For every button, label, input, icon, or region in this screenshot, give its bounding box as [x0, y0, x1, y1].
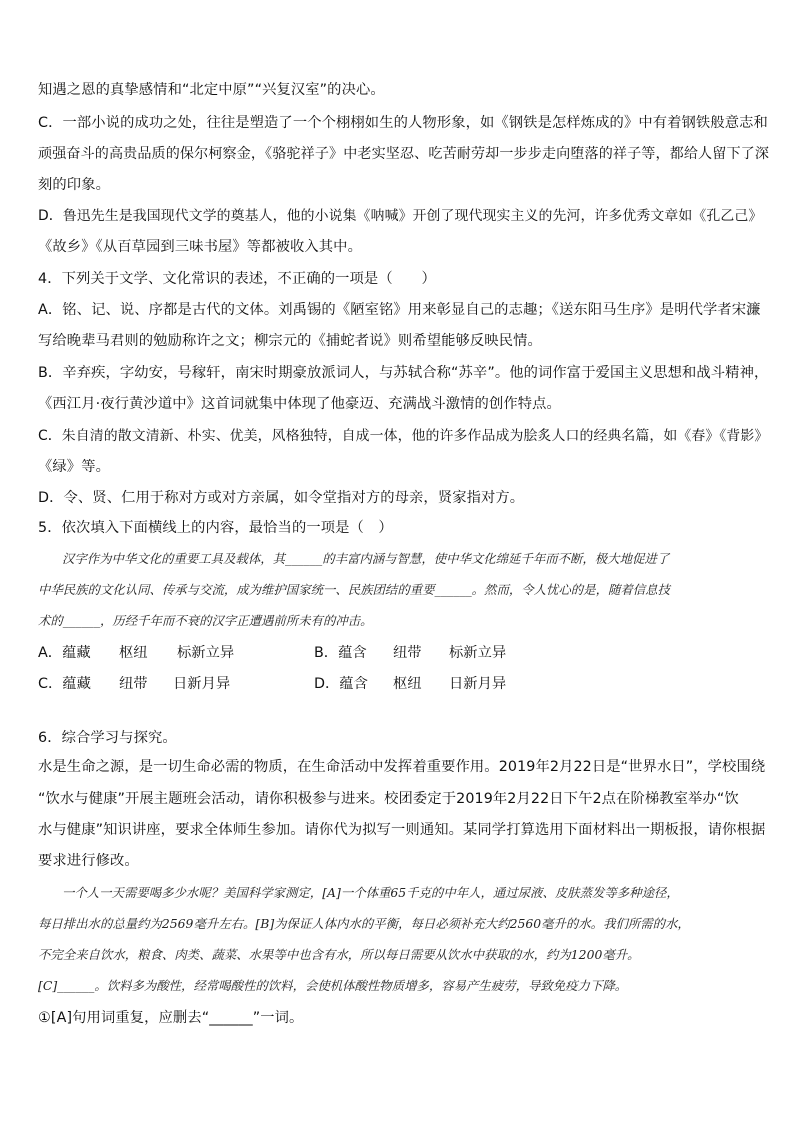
passage-line: 术的______，历经千年而不衰的汉字正遭遇前所未有的冲击。 [38, 613, 373, 628]
option-a-word3: 标新立异 [177, 645, 235, 661]
material-line: [C]______。饮料多为酸性，经常喝酸性的饮料，会使机体酸性物质增多，容易产生疲劳，导致免疫力下降。 [38, 978, 628, 993]
passage-line: 中华民族的文化认同、传承与交流，成为维护国家统一、民族团结的重要______。然而，令人忧心的是，随着信息技 [38, 582, 670, 597]
option-d-word1: D．蕴含 [314, 676, 368, 692]
option-a-word2: 枢纽 [119, 645, 148, 661]
option-a-line: A．铭、记、说、序都是古代的文体。刘禹锡的《陋室铭》用来彰显自己的志趣；《送东阳马生序》是明代学者宋濂 [38, 302, 761, 318]
material-line: 一个人一天需要喝多少水呢？美国科学家测定，[A]一个体重65千克的中年人，通过尿液、皮肤蒸发等多种途径， [62, 885, 679, 900]
question-6-title: 6．综合学习与探究。 [38, 730, 177, 746]
option-d-word3: 日新月异 [449, 676, 507, 692]
option-b-word3: 标新立异 [449, 645, 507, 661]
option-d-line: D．鲁迅先生是我国现代文学的奠基人，他的小说集《呐喊》开创了现代现实主义的先河，许多优秀文章如《孔乙己》 [38, 208, 763, 224]
option-b-line: B．辛弃疾，字幼安，号稼轩，南宋时期豪放派词人，与苏轼合称“苏辛”。他的词作富于爱国主义思想和战斗精神， [38, 365, 769, 381]
question-4-title: 4．下列关于文学、文化常识的表述，不正确的一项是（ ） [38, 271, 436, 287]
option-c-line: C．朱自清的散文清新、朴实、优美，风格独特，自成一体，他的许多作品成为脍炙人口的经典名篇，如《春》《背影》 [38, 428, 769, 444]
option-a[interactable] [38, 643, 234, 663]
text-line: 水是生命之源，是一切生命必需的物质，在生命活动中发挥着重要作用。2019年2月22日是“世界水日”，学校围绕 [38, 759, 766, 775]
text-line: 要求进行修改。 [38, 853, 139, 869]
text-line: 《故乡》《从百草园到三味书屋》等都被收入其中。 [38, 239, 362, 255]
passage-line: 汉字作为中华文化的重要工具及载体，其______的丰富内涵与智慧，使中华文化绵延千年而不断，极大地促进了 [62, 551, 670, 566]
option-a-word1: A．蕴藏 [38, 645, 91, 661]
option-d[interactable] [314, 674, 506, 694]
option-c-word2: 纽带 [119, 676, 148, 692]
material-line: 每日排出水的总量约为2569毫升左右。[B]为保证人体内水的平衡，每日必须补充大约2560毫升的水。我们所需的水， [38, 916, 690, 931]
sub-question-1: ①[A]句用词重复，应删去“______”一词。 [38, 1010, 304, 1026]
text-line: 《绿》等。 [38, 459, 110, 475]
option-c[interactable] [38, 674, 230, 694]
text-line: “饮水与健康”开展主题班会活动，请你积极参与进来。校团委定于2019年2月22日下午2点在阶梯教室举办“饮 [38, 791, 739, 807]
text-line: 《西江月·夜行黄沙道中》这首词就集中体现了他豪迈、充满战斗激情的创作特点。 [38, 396, 561, 412]
option-b-word1: B．蕴含 [314, 645, 367, 661]
text-line: 顽强奋斗的高贵品质的保尔柯察金，《骆驼祥子》中老实坚忍、吃苦耐劳却一步步走向堕落的祥子等，都给人留下了深 [38, 146, 770, 162]
option-b-word2: 纽带 [393, 645, 422, 661]
question-5-title: 5．依次填入下面横线上的内容，最恰当的一项是（ ） [38, 520, 393, 536]
option-c-word1: C．蕴藏 [38, 676, 91, 692]
option-b[interactable] [314, 643, 506, 663]
option-d-line: D．令、贤、仁用于称对方或对方亲属，如令堂指对方的母亲，贤家指对方。 [38, 490, 525, 506]
text-line: 刻的印象。 [38, 177, 110, 193]
text-line: 写给晚辈马君则的勉励称许之文；柳宗元的《捕蛇者说》则希望能够反映民情。 [38, 333, 542, 349]
option-c-line: C．一部小说的成功之处，往往是塑造了一个个栩栩如生的人物形象，如《钢铁是怎样炼成的》中有着钢铁般意志和 [38, 115, 768, 131]
option-c-word3: 日新月异 [173, 676, 231, 692]
text-line: 水与健康”知识讲座，要求全体师生参加。请你代为拟写一则通知。某同学打算选用下面材料出一期板报，请你根据 [38, 822, 766, 838]
text-line: 知遇之恩的真挚感情和“北定中原”“兴复汉室”的决心。 [38, 82, 385, 98]
material-line: 不完全来自饮水，粮食、肉类、蔬菜、水果等中也含有水，所以每日需要从饮水中获取的水，约为1200毫升。 [38, 947, 640, 962]
option-d-word2: 枢纽 [393, 676, 422, 692]
